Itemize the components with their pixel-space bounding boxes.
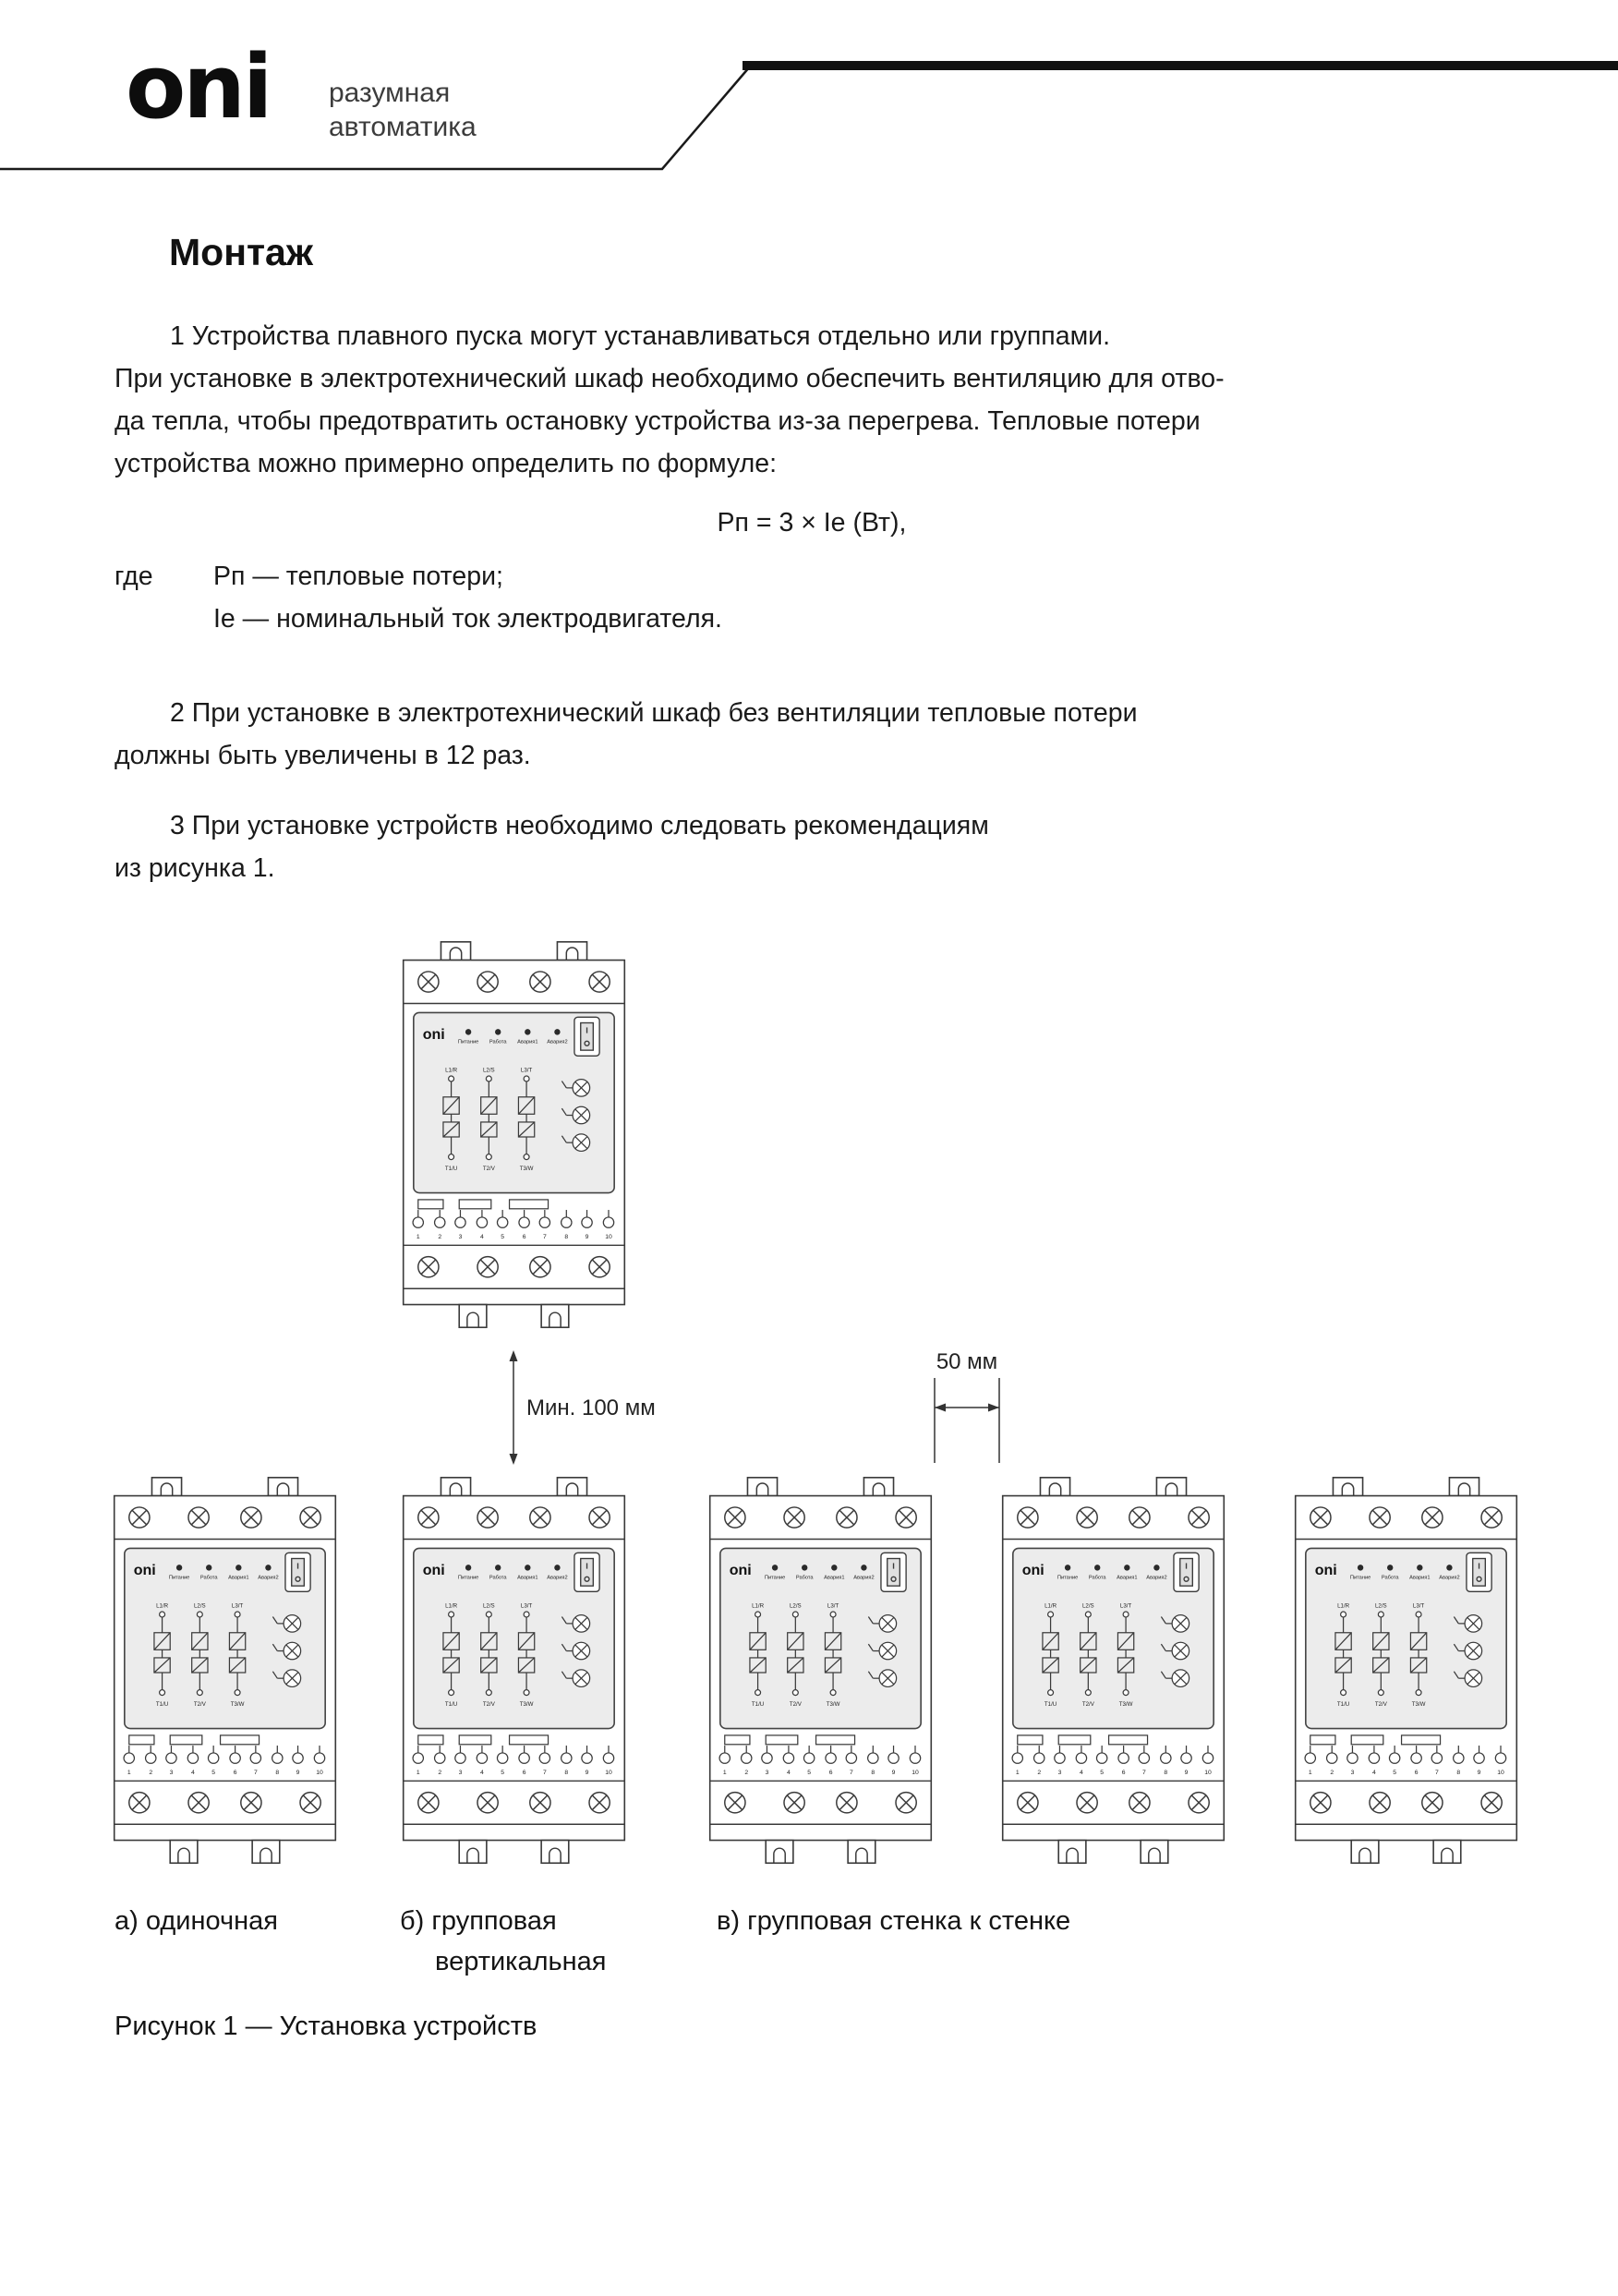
svg-text:4: 4 <box>787 1769 791 1776</box>
device-brand-logo: oni <box>133 1561 156 1578</box>
svg-text:4: 4 <box>480 1769 484 1776</box>
svg-text:T2/V: T2/V <box>193 1700 206 1708</box>
where-items <box>213 555 722 640</box>
paragraph-1-line: устройства можно примерно определить по формуле: <box>115 449 777 478</box>
svg-text:9: 9 <box>585 1769 589 1776</box>
text-column <box>115 231 1509 889</box>
power-switch <box>881 1553 906 1591</box>
svg-text:3: 3 <box>458 1233 463 1240</box>
device-brand-logo: oni <box>422 1025 445 1043</box>
svg-text:6: 6 <box>522 1769 526 1776</box>
svg-text:Питание: Питание <box>1057 1575 1079 1581</box>
svg-text:Авария2: Авария2 <box>1146 1575 1167 1581</box>
svg-text:Работа: Работа <box>489 1575 507 1581</box>
svg-text:T1/U: T1/U <box>155 1700 169 1708</box>
svg-text:1: 1 <box>722 1769 727 1776</box>
dimension-min-100mm-label: Мин. 100 мм <box>526 1396 656 1420</box>
svg-text:9: 9 <box>891 1769 896 1776</box>
svg-text:4: 4 <box>191 1769 195 1776</box>
svg-text:Питание: Питание <box>764 1575 786 1581</box>
device-single <box>111 1464 339 1886</box>
paragraph-2-line: должны быть увеличены в 12 раз. <box>115 741 531 770</box>
svg-text:8: 8 <box>1164 1769 1168 1776</box>
svg-text:8: 8 <box>564 1233 569 1240</box>
svg-text:T2/V: T2/V <box>482 1700 495 1708</box>
svg-text:3: 3 <box>1057 1769 1062 1776</box>
svg-text:6: 6 <box>828 1769 833 1776</box>
soft-starter-device-drawing <box>999 1464 1227 1886</box>
paragraph-1 <box>115 315 1509 485</box>
svg-text:7: 7 <box>253 1769 258 1776</box>
svg-text:T1/U: T1/U <box>444 1165 458 1172</box>
svg-text:L3/T: L3/T <box>1412 1602 1425 1610</box>
svg-text:L2/S: L2/S <box>193 1602 206 1610</box>
svg-text:T3/W: T3/W <box>1118 1700 1133 1708</box>
svg-text:4: 4 <box>1372 1769 1376 1776</box>
power-switch <box>1467 1553 1491 1591</box>
svg-text:Авария2: Авария2 <box>1439 1575 1460 1581</box>
dimension-50mm <box>920 1348 1021 1467</box>
svg-text:Авария1: Авария1 <box>1117 1575 1138 1581</box>
svg-text:9: 9 <box>1477 1769 1481 1776</box>
svg-text:T2/V: T2/V <box>1081 1700 1094 1708</box>
svg-text:3: 3 <box>169 1769 174 1776</box>
svg-text:6: 6 <box>522 1233 526 1240</box>
svg-text:Питание: Питание <box>457 1039 479 1045</box>
svg-text:T2/V: T2/V <box>482 1165 495 1172</box>
svg-text:T1/U: T1/U <box>751 1700 765 1708</box>
svg-text:5: 5 <box>501 1769 505 1776</box>
svg-text:L2/S: L2/S <box>482 1602 495 1610</box>
paragraph-3-line: из рисунка 1. <box>115 853 275 883</box>
soft-starter-device-drawing <box>400 928 628 1350</box>
svg-text:6: 6 <box>1414 1769 1419 1776</box>
svg-text:Работа: Работа <box>1381 1575 1399 1581</box>
where-item: Рп — тепловые потери; <box>213 562 503 591</box>
paragraph-1-line: да тепла, чтобы предотвратить остановку устройства из-за перегрева. Тепловые потери <box>115 406 1201 436</box>
svg-text:T2/V: T2/V <box>789 1700 802 1708</box>
svg-text:2: 2 <box>1037 1769 1042 1776</box>
svg-text:Работа: Работа <box>489 1039 507 1045</box>
svg-text:Работа: Работа <box>199 1575 218 1581</box>
tagline-line-1: разумная <box>329 78 451 108</box>
formula-legend <box>115 555 1509 640</box>
dimension-50mm-label: 50 мм <box>936 1349 998 1374</box>
svg-text:L1/R: L1/R <box>752 1602 765 1610</box>
svg-text:Работа: Работа <box>1088 1575 1106 1581</box>
svg-text:T3/W: T3/W <box>230 1700 245 1708</box>
device-brand-logo: oni <box>729 1561 752 1578</box>
svg-text:L3/T: L3/T <box>520 1602 533 1610</box>
svg-text:7: 7 <box>542 1769 547 1776</box>
svg-text:8: 8 <box>564 1769 569 1776</box>
paragraph-1-line: 1 Устройства плавного пуска могут устанавливаться отдельно или группами. <box>170 321 1110 351</box>
svg-text:4: 4 <box>1080 1769 1083 1776</box>
svg-text:L2/S: L2/S <box>789 1602 802 1610</box>
svg-text:7: 7 <box>849 1769 853 1776</box>
svg-text:Авария2: Авария2 <box>547 1039 568 1045</box>
svg-text:Авария1: Авария1 <box>517 1575 538 1581</box>
svg-text:8: 8 <box>275 1769 280 1776</box>
svg-text:L1/R: L1/R <box>1044 1602 1057 1610</box>
svg-text:Работа: Работа <box>795 1575 814 1581</box>
svg-text:5: 5 <box>807 1769 812 1776</box>
device-brand-logo: oni <box>422 1561 445 1578</box>
svg-text:Авария1: Авария1 <box>1409 1575 1431 1581</box>
power-switch <box>1174 1553 1199 1591</box>
svg-text:L3/T: L3/T <box>1119 1602 1132 1610</box>
device-vertical-group-bottom <box>400 1464 628 1886</box>
heat-loss-formula: Рп = 3 × Ie (Вт), <box>717 508 907 538</box>
svg-text:T1/U: T1/U <box>444 1700 458 1708</box>
svg-text:Авария2: Авария2 <box>258 1575 279 1581</box>
figure-label-v: в) групповая стенка к стенке <box>717 1906 1071 1936</box>
svg-text:7: 7 <box>542 1233 547 1240</box>
svg-text:5: 5 <box>211 1769 216 1776</box>
svg-text:T1/U: T1/U <box>1044 1700 1057 1708</box>
paragraph-3-line: 3 При установке устройств необходимо следовать рекомендациям <box>170 811 989 840</box>
svg-text:3: 3 <box>458 1769 463 1776</box>
svg-text:L1/R: L1/R <box>156 1602 169 1610</box>
svg-text:L1/R: L1/R <box>1337 1602 1350 1610</box>
svg-text:6: 6 <box>1121 1769 1126 1776</box>
svg-text:9: 9 <box>296 1769 300 1776</box>
power-switch <box>574 1017 599 1056</box>
svg-text:5: 5 <box>1100 1769 1105 1776</box>
svg-text:Питание: Питание <box>168 1575 190 1581</box>
svg-text:T3/W: T3/W <box>519 1165 534 1172</box>
svg-text:L3/T: L3/T <box>827 1602 839 1610</box>
svg-text:2: 2 <box>149 1769 153 1776</box>
paragraph-2-line: 2 При установке в электротехнический шкаф без вентиляции тепловые потери <box>170 698 1138 728</box>
device-wall-group-1 <box>706 1464 935 1886</box>
svg-text:2: 2 <box>438 1233 442 1240</box>
svg-text:1: 1 <box>416 1769 420 1776</box>
where-word: где <box>115 562 153 591</box>
svg-text:8: 8 <box>871 1769 875 1776</box>
header-rule <box>0 0 1618 185</box>
device-brand-logo: oni <box>1314 1561 1337 1578</box>
svg-text:6: 6 <box>233 1769 237 1776</box>
svg-text:T3/W: T3/W <box>1411 1700 1426 1708</box>
soft-starter-device-drawing <box>400 1464 628 1886</box>
svg-text:2: 2 <box>744 1769 749 1776</box>
brand-logo: oni <box>126 37 271 139</box>
svg-text:T3/W: T3/W <box>826 1700 840 1708</box>
svg-text:3: 3 <box>765 1769 769 1776</box>
svg-text:1: 1 <box>416 1233 420 1240</box>
svg-text:9: 9 <box>1184 1769 1189 1776</box>
svg-text:4: 4 <box>480 1233 484 1240</box>
svg-text:Питание: Питание <box>1349 1575 1371 1581</box>
svg-text:10: 10 <box>605 1769 612 1776</box>
svg-text:8: 8 <box>1456 1769 1461 1776</box>
soft-starter-device-drawing <box>706 1464 935 1886</box>
svg-text:L2/S: L2/S <box>1081 1602 1094 1610</box>
svg-text:5: 5 <box>1393 1769 1397 1776</box>
page-title: Монтаж <box>169 231 313 273</box>
paragraph-2 <box>115 692 1509 777</box>
svg-text:L2/S: L2/S <box>482 1067 495 1074</box>
svg-text:Авария1: Авария1 <box>517 1039 538 1045</box>
svg-text:10: 10 <box>1497 1769 1504 1776</box>
tagline-line-2: автоматика <box>329 112 477 142</box>
svg-text:L1/R: L1/R <box>445 1602 458 1610</box>
svg-text:Авария2: Авария2 <box>547 1575 568 1581</box>
dimension-min-100mm <box>499 1350 702 1465</box>
svg-text:5: 5 <box>501 1233 505 1240</box>
power-switch <box>574 1553 599 1591</box>
paragraph-1-line: При установке в электротехнический шкаф необходимо обеспечить вентиляцию для отво- <box>115 364 1225 393</box>
device-wall-group-2 <box>999 1464 1227 1886</box>
svg-text:1: 1 <box>1308 1769 1312 1776</box>
device-vertical-group-top <box>400 928 628 1350</box>
svg-text:T3/W: T3/W <box>519 1700 534 1708</box>
svg-text:T2/V: T2/V <box>1374 1700 1387 1708</box>
svg-text:9: 9 <box>585 1233 589 1240</box>
svg-text:Авария1: Авария1 <box>824 1575 845 1581</box>
power-switch <box>285 1553 310 1591</box>
svg-text:10: 10 <box>316 1769 323 1776</box>
figure-label-b-line2: вертикальная <box>435 1947 607 1976</box>
figure-caption: Рисунок 1 — Установка устройств <box>115 2012 537 2041</box>
figure-label-b-line1: б) групповая <box>400 1906 557 1936</box>
svg-text:T1/U: T1/U <box>1336 1700 1350 1708</box>
svg-text:7: 7 <box>1141 1769 1146 1776</box>
svg-text:Питание: Питание <box>457 1575 479 1581</box>
svg-text:Авария2: Авария2 <box>853 1575 875 1581</box>
soft-starter-device-drawing <box>1292 1464 1520 1886</box>
svg-text:2: 2 <box>1330 1769 1334 1776</box>
svg-text:L3/T: L3/T <box>231 1602 244 1610</box>
svg-text:2: 2 <box>438 1769 442 1776</box>
svg-text:7: 7 <box>1434 1769 1439 1776</box>
svg-text:10: 10 <box>1204 1769 1212 1776</box>
svg-text:Авария1: Авария1 <box>228 1575 249 1581</box>
svg-text:10: 10 <box>605 1233 612 1240</box>
svg-text:L2/S: L2/S <box>1374 1602 1387 1610</box>
device-brand-logo: oni <box>1021 1561 1044 1578</box>
svg-text:L3/T: L3/T <box>520 1067 533 1074</box>
svg-text:1: 1 <box>1015 1769 1020 1776</box>
soft-starter-device-drawing <box>111 1464 339 1886</box>
svg-text:1: 1 <box>127 1769 131 1776</box>
svg-text:10: 10 <box>912 1769 919 1776</box>
figure-label-a: а) одиночная <box>115 1906 278 1936</box>
paragraph-3 <box>115 804 1509 889</box>
device-wall-group-3 <box>1292 1464 1520 1886</box>
svg-text:3: 3 <box>1350 1769 1355 1776</box>
svg-text:L1/R: L1/R <box>445 1067 458 1074</box>
where-item: Ie — номинальный ток электродвигателя. <box>213 604 722 634</box>
